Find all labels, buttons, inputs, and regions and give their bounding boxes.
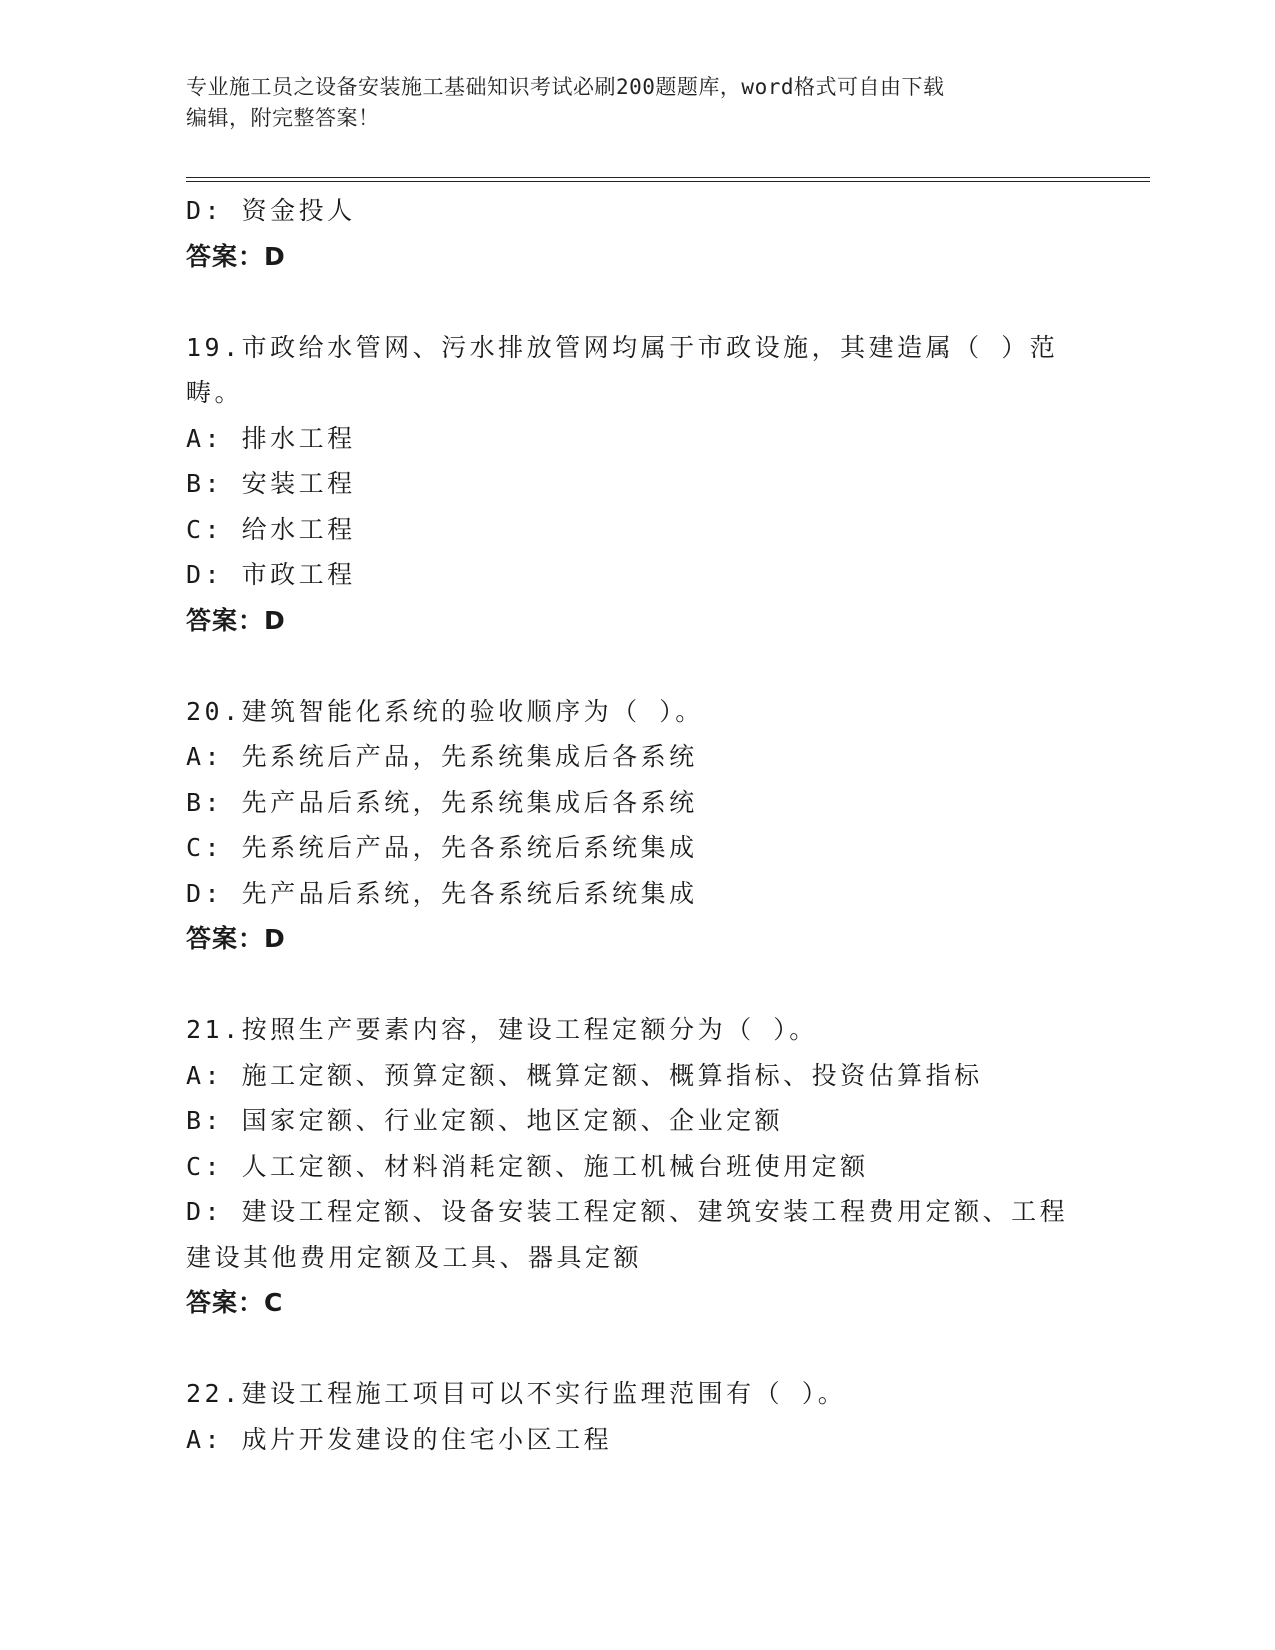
question-spacer	[186, 962, 1126, 1008]
question-spacer	[186, 1326, 1126, 1372]
q20-stem: 20.建筑智能化系统的验收顺序为（ ）。	[186, 696, 704, 726]
q20-answer: 答案：D	[186, 924, 286, 953]
header-title-line-2: 编辑，附完整答案！	[186, 106, 380, 130]
q18-answer: 答案：D	[186, 241, 286, 271]
q20-option-d: D: 先产品后系统，先各系统后系统集成	[186, 878, 698, 908]
question-spacer	[186, 643, 1126, 689]
q22-stem: 22.建设工程施工项目可以不实行监理范围有（ ）。	[186, 1379, 847, 1408]
q21-option-c: C: 人工定额、材料消耗定额、施工机械台班使用定额	[186, 1151, 869, 1181]
q21-option-d-line-2: 建设其他费用定额及工具、器具定额	[186, 1242, 643, 1272]
header-title-line-1: 专业施工员之设备安装施工基础知识考试必刷200题题库，word格式可自由下载	[186, 75, 945, 99]
q19-stem-line-1: 19.市政给水管网、污水排放管网均属于市政设施，其建造属（ ）范	[186, 332, 1059, 362]
q19-answer: 答案：D	[186, 605, 286, 635]
q20-option-a: A: 先系统后产品，先系统集成后各系统	[186, 742, 698, 771]
q19-option-d: D: 市政工程	[186, 560, 356, 589]
q19-option-b: B: 安装工程	[186, 469, 356, 498]
question-spacer	[186, 279, 1126, 325]
q20-option-c: C: 先系统后产品，先各系统后系统集成	[186, 833, 698, 862]
q19-stem-line-2: 畴。	[186, 378, 244, 407]
q18-option-d: D: 资金投人	[186, 196, 356, 225]
q21-option-b: B: 国家定额、行业定额、地区定额、企业定额	[186, 1106, 784, 1135]
document-header	[186, 72, 1066, 134]
question-list	[186, 188, 1126, 1462]
header-divider-top	[186, 177, 1150, 178]
q19-option-a: A: 排水工程	[186, 423, 356, 453]
q20-option-b: B: 先产品后系统，先系统集成后各系统	[186, 787, 698, 817]
q21-option-d-line-1: D: 建设工程定额、设备安装工程定额、建筑安装工程费用定额、工程	[186, 1197, 1069, 1226]
q22-option-a: A: 成片开发建设的住宅小区工程	[186, 1424, 613, 1454]
header-divider-bottom	[186, 181, 1150, 182]
q21-answer: 答案：C	[186, 1288, 284, 1317]
q19-option-c: C: 给水工程	[186, 514, 356, 544]
q21-stem: 21.按照生产要素内容，建设工程定额分为（ ）。	[186, 1015, 818, 1044]
q21-option-a: A: 施工定额、预算定额、概算定额、概算指标、投资估算指标	[186, 1060, 983, 1090]
